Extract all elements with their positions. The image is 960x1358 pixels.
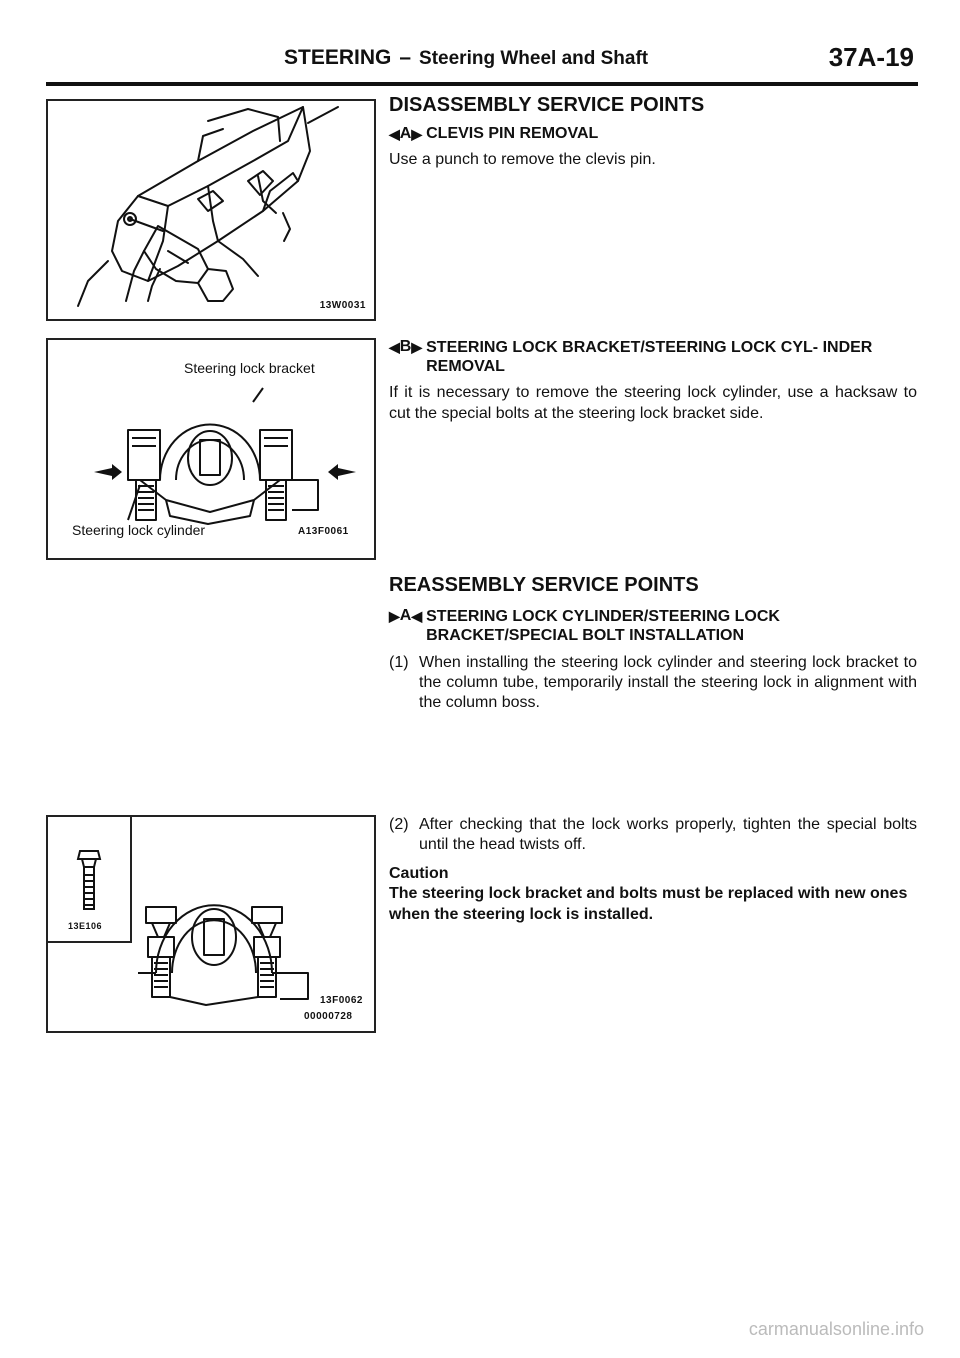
watermark: carmanualsonline.info: [748, 1319, 924, 1339]
steering-lock-illustration: [48, 340, 374, 558]
label-steering-lock-cylinder: Steering lock cylinder: [72, 522, 206, 538]
figure-code-bolt-2: 00000728: [304, 1011, 353, 1022]
step-2: [389, 815, 917, 855]
header-section: STEERING: [284, 46, 392, 69]
step-2-number: (2): [389, 816, 409, 833]
right-triangle-icon: ▶: [389, 608, 400, 624]
marker-b: [389, 338, 422, 356]
header-title: [284, 46, 648, 70]
clevis-pin-heading: [389, 125, 917, 143]
header-subsection: Steering Wheel and Shaft: [419, 48, 649, 69]
left-triangle-icon: ◀: [389, 126, 400, 142]
figure-code-clevis: 13W0031: [319, 300, 366, 311]
marker-letter-reassembly-a: A: [399, 607, 412, 624]
figure-steering-lock: [46, 338, 376, 560]
label-steering-lock-bracket: Steering lock bracket: [184, 360, 315, 376]
header-separator: –: [399, 46, 412, 69]
figure-clevis-pin: [46, 99, 376, 321]
installation-title: STEERING LOCK CYLINDER/STEERING LOCK BRACKET/SPECIAL BOLT INSTALLATION: [426, 608, 780, 644]
marker-reassembly-a: [389, 607, 422, 625]
lock-removal-heading: [389, 338, 917, 376]
left-triangle-icon: ◀: [411, 608, 423, 624]
figure-special-bolt: [46, 815, 376, 1033]
left-triangle-icon: ◀: [389, 339, 400, 355]
lock-removal-text: If it is necessary to remove the steering lock cylinder, use a hacksaw to cut the special bolts at the steering lock bracket side.: [389, 384, 917, 422]
step-1: [389, 653, 917, 713]
step-1-number: (1): [389, 654, 409, 671]
disassembly-section: [389, 94, 917, 170]
page-header: [46, 40, 918, 86]
figure-code-bolt: 13F0062: [320, 995, 363, 1006]
figure-code-bolt-inset: 13E106: [68, 921, 103, 931]
reassembly-title: REASSEMBLY SERVICE POINTS: [389, 574, 699, 596]
clevis-pin-illustration: [48, 101, 374, 319]
right-triangle-icon: ▶: [411, 339, 423, 355]
caution-title: Caution: [389, 865, 449, 882]
step-1-text: When installing the steering lock cylinder and steering lock bracket to the column tube, temporarily install the steering lock in alignment with the column boss.: [419, 654, 917, 711]
clevis-pin-title: CLEVIS PIN REMOVAL: [426, 125, 599, 142]
reassembly-section-2: [389, 815, 917, 925]
figure-code-lock: A13F0061: [298, 526, 349, 537]
lock-removal-section: [389, 338, 917, 424]
marker-a: [389, 125, 422, 143]
marker-letter-b: B: [399, 338, 412, 355]
installation-heading: [389, 607, 917, 645]
marker-letter-a: A: [399, 125, 412, 142]
caution-text: The steering lock bracket and bolts must be replaced with new ones when the steering lock is installed.: [389, 885, 908, 923]
clevis-pin-text: Use a punch to remove the clevis pin.: [389, 151, 656, 168]
page-number: 37A-19: [828, 42, 914, 72]
step-2-text: After checking that the lock works properly, tighten the special bolts until the head twists off.: [419, 816, 917, 853]
right-triangle-icon: ▶: [411, 126, 423, 142]
lock-removal-title: STEERING LOCK BRACKET/STEERING LOCK CYL- INDER REMOVAL: [426, 339, 873, 375]
disassembly-title: DISASSEMBLY SERVICE POINTS: [389, 94, 705, 116]
reassembly-section: [389, 574, 917, 713]
